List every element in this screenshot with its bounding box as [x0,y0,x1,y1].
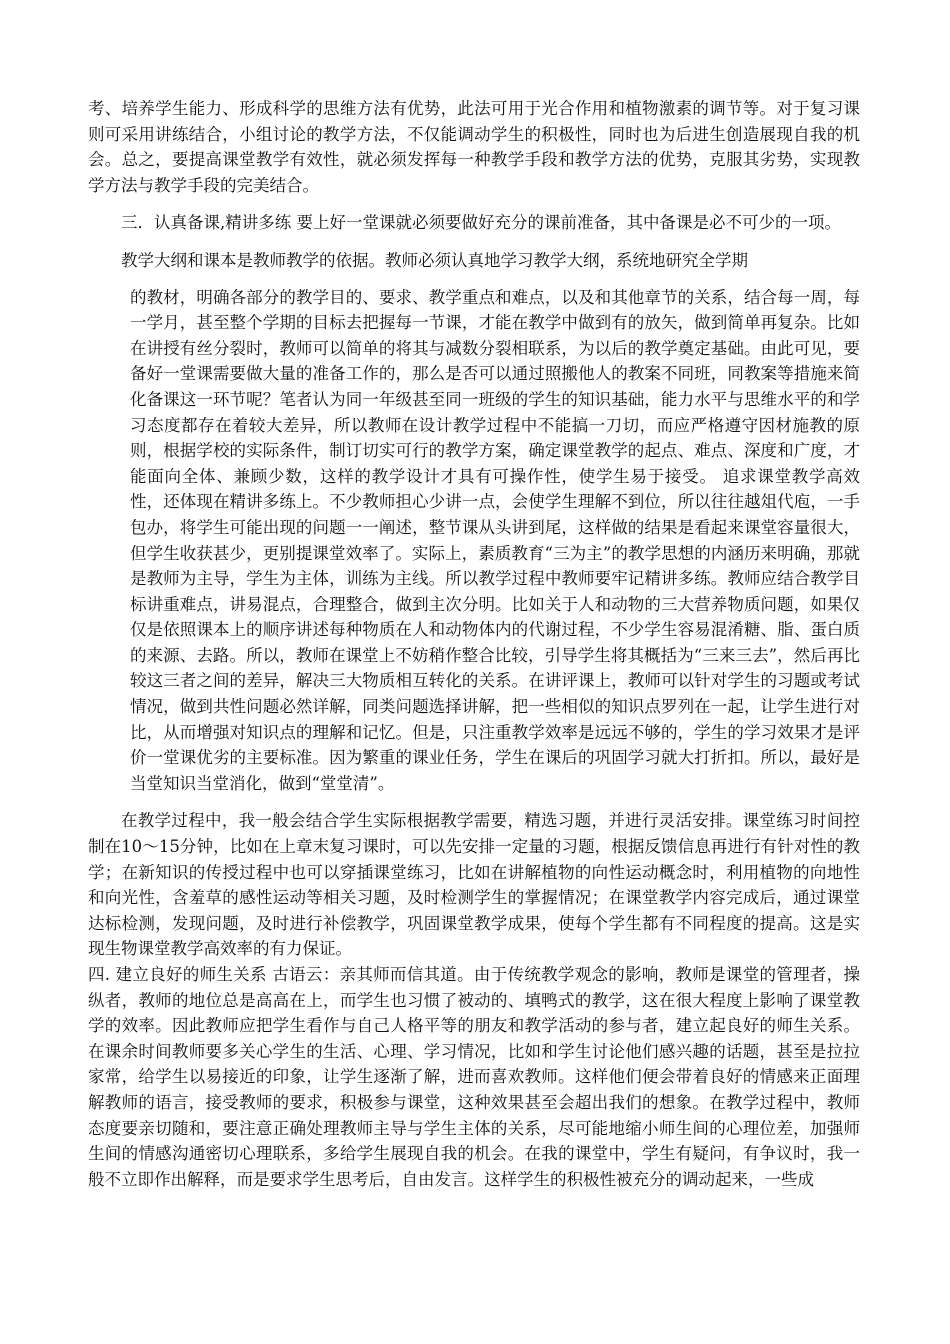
paragraph-section-three-heading: 三．认真备课,精讲多练 要上好一堂课就必须要做好充分的课前准备，其中备课是必不可少的一项。 [121,213,841,233]
paragraph-section-four-relationship: 四. 建立良好的师生关系 古语云：亲其师而信其道。由于传统教学观念的影响，教师是课堂的管理者，操纵者，教师的地位总是高高在上，而学生也习惯了被动的、填鸭式的教学，这在很大程度上影响了课堂教学的效率。因此教师应把学生看作与自己人格平等的朋友和教学活动的参与者，建立起良好的师生关系。在课余时间教师要多关心学生的生活、心理、学习情况，比如和学生讨论他们感兴趣的话题，甚至是拉拉家常，给学生以易接近的印象，让学生逐渐了解，进而喜欢教师。这样他们便会带着良好的情感来正面理解教师的语言，接受教师的要求，积极参与课堂，这种效果甚至会超出我们的想象。在教学过程中，教师态度要亲切随和，要注意正确处理教师主导与学生主体的关系，尽可能地缩小师生间的心理位差，加强师生间的情感沟通密切心理联系，多给学生展现自我的机会。在我的课堂中，学生有疑问，有争议时，我一般不立即作出解释，而是要求学生思考后，自由发言。这样学生的积极性被充分的调动起来，一些成 [88,965,860,1189]
document-page [88,96,860,1192]
paragraph-lesson-preparation: 的教材，明确各部分的教学目的、要求、教学重点和难点，以及和其他章节的关系，结合每一周，每一学月，甚至整个学期的目标去把握每一节课，才能在教学中做到有的放矢，做到简单再复杂。比如在讲授有丝分裂时，教师可以简单的将其与减数分裂相联系，为以后的教学奠定基础。由此可见，要备好一堂课需要做大量的准备工作的，那么是否可以通过照搬他人的教案不同班，同教案等措施来简化备课这一环节呢？笔者认为同一年级甚至同一班级的学生的知识基础，能力水平与思维水平的和学习态度都存在着较大差异，所以教师在设计教学过程中不能搞一刀切，而应严格遵守因材施教的原则，根据学校的实际条件，制订切实可行的教学方案，确定课堂教学的起点、难点、深度和广度，才能面向全体、兼顾少数，这样的教学设计才具有可操作性，使学生易于接受。 追求课堂教学高效性，还体现在精讲多练上。不少教师担心少讲一点，会使学生理解不到位，所以往往越俎代庖，一手包办，将学生可能出现的问题一一阐述，整节课从头讲到尾，这样做的结果是看起来课堂容量很大，但学生收获甚少，更别提课堂效率了。实际上，素质教育“三为主”的教学思想的内涵历来明确，那就是教师为主导，学生为主体，训练为主线。所以教学过程中教师要牢记精讲多练。教师应结合教学目标讲重难点，讲易混点，合理整合，做到主次分明。比如关于人和动物的三大营养物质问题，如果仅仅是依照课本上的顺序讲述每种物质在人和动物体内的代谢过程，不少学生容易混淆糖、脂、蛋白质的来源、去路。所以，教师在课堂上不妨稍作整合比较，引导学生将其概括为“三来三去”，然后再比较这三者之间的差异，解决三大物质相互转化的关系。在讲评课上，教师可以针对学生的习题或考试情况，做到共性问题必然详解，同类问题选择讲解，把一些相似的知识点罗列在一起，让学生进行对比，从而增强对知识点的理解和记忆。但是，只注重教学效率是远远不够的，学生的学习效果才是评价一堂课优劣的主要标准。因为繁重的课业任务，学生在课后的巩固学习就大打折扣。所以，最好是当堂知识当堂消化，做到“堂堂清”。 [130,287,860,793]
paragraph-exercises: 在教学过程中，我一般会结合学生实际根据教学需要，精选习题，并进行灵活安排。课堂练习时间控制在10～15分钟，比如在上章末复习课时，可以先安排一定量的习题，根据反馈信息再进行有针对性的教学；在新知识的传授过程中也可以穿插课堂练习，比如在讲解植物的向性运动概念时，利用植物的向地性和向光性，含羞草的感性运动等相关习题，及时检测学生的掌握情况；在课堂教学内容完成后，通过课堂达标检测，发现问题，及时进行补偿教学，巩固课堂教学成果，使每个学生都有不同程度的提高。这是实现生物课堂教学高效率的有力保证。 [88,811,860,959]
paragraph-syllabus: 教学大纲和课本是教师教学的依据。教师必须认真地学习教学大纲，系统地研究全学期 [121,250,748,270]
paragraph-teaching-methods: 考、培养学生能力、形成科学的思维方法有优势，此法可用于光合作用和植物激素的调节等。对于复习课则可采用讲练结合，小组讨论的教学方法，不仅能调动学生的积极性，同时也为后进生创造展现自我的机会。总之，要提高课堂教学有效性，就必须发挥每一种教学手段和教学方法的优势，克服其劣势，实现教学方法与教学手段的完美结合。 [88,99,860,195]
